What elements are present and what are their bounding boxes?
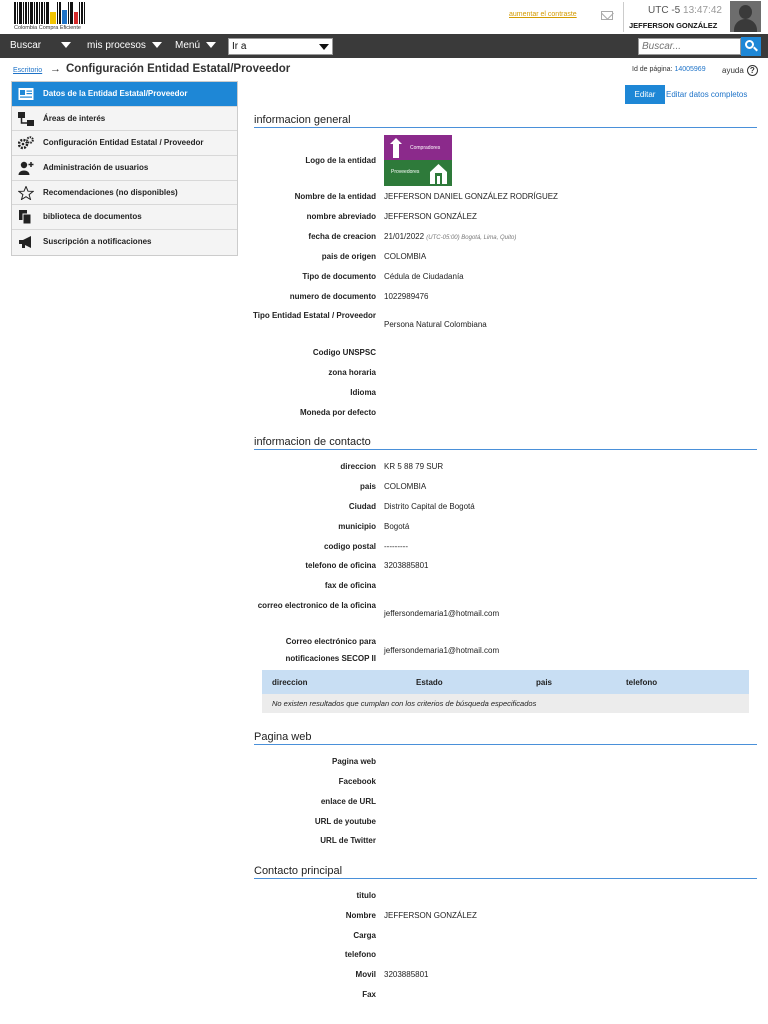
clock: [648, 5, 722, 16]
chevron-down-icon: [206, 42, 216, 48]
sidebar-item-label: Configuración Entidad Estatal / Proveedor: [43, 138, 204, 148]
field-label: correo electronico de la oficina: [257, 601, 376, 610]
sidebar-item-label: Suscripción a notificaciones: [43, 237, 152, 247]
search-icon-handle: [753, 47, 758, 52]
mail-icon[interactable]: [601, 11, 613, 20]
field-label: Facebook: [338, 777, 376, 786]
section-title-contact: informacion de contacto: [254, 436, 757, 450]
supplier-icon: [430, 164, 447, 184]
increase-contrast-link[interactable]: aumentar el contraste: [509, 11, 577, 18]
field-label: pais: [359, 482, 376, 491]
sidebar-item-areas-interes[interactable]: [12, 107, 237, 132]
clock-time: 13:47:42: [683, 5, 722, 16]
sidebar-item-label: biblioteca de documentos: [43, 212, 142, 222]
field-value: COLOMBIA: [384, 252, 427, 261]
star-icon: [18, 186, 34, 200]
field-label: URL de youtube: [314, 817, 376, 826]
field-label: Correo electrónico para notificaciones SECOP II: [285, 637, 376, 663]
user-icon: [739, 5, 752, 19]
field-value: Persona Natural Colombiana: [384, 320, 487, 329]
sidebar-item-label: Áreas de interés: [43, 113, 106, 123]
sidebar-item-label: Datos de la Entidad Estatal/Proveedor: [43, 89, 188, 98]
goto-select-value: Ir a: [232, 41, 247, 52]
avatar[interactable]: [730, 1, 761, 32]
documents-icon: [18, 210, 34, 224]
chevron-down-icon: [319, 44, 329, 50]
logo-text-proveedores: Proveedores: [391, 169, 420, 175]
sidebar-item-label: Administración de usuarios: [43, 163, 149, 173]
field-label: direccion: [340, 462, 376, 471]
timezone-note: (UTC-05:00) Bogotá, Lima, Quito): [426, 235, 517, 241]
timezone-label: UTC -5: [648, 5, 681, 16]
field-value: 3203885801: [384, 970, 429, 979]
edit-button[interactable]: Editar: [625, 85, 665, 104]
field-label: fax de oficina: [324, 581, 376, 590]
field-value: Bogotá: [384, 522, 410, 531]
megaphone-icon: [18, 235, 34, 249]
nav-menu-label: Menú: [175, 40, 201, 51]
field-value: COLOMBIA: [384, 482, 427, 491]
help-icon: ?: [747, 65, 758, 76]
sidebar-item-configuracion[interactable]: [12, 131, 237, 156]
column-header[interactable]: telefono: [626, 678, 658, 687]
divider: [623, 2, 624, 32]
barcode-icon: [14, 2, 100, 24]
field-label: Idioma: [350, 388, 376, 397]
goto-select[interactable]: [228, 38, 333, 55]
search-input[interactable]: [638, 38, 741, 55]
addresses-table-header: [262, 670, 749, 694]
field-label: Nombre de la entidad: [294, 192, 376, 201]
field-label: municipio: [338, 522, 376, 531]
column-header[interactable]: Estado: [416, 678, 443, 687]
field-label: Carga: [353, 931, 376, 940]
user-icon-body: [734, 19, 757, 32]
field-value: Cédula de Ciudadanía: [384, 272, 464, 281]
field-label: Codigo UNSPSC: [312, 348, 376, 357]
nav-mis-procesos-label: mis procesos: [87, 40, 146, 51]
field-value: jeffersondemaria1@hotmail.com: [384, 646, 500, 655]
chevron-down-icon: [61, 42, 71, 48]
edit-full-data-link[interactable]: Editar datos completos: [666, 90, 748, 99]
sidebar-item-biblioteca[interactable]: [12, 205, 237, 230]
field-value: 3203885801: [384, 561, 429, 570]
page-id-value[interactable]: 14005969: [674, 66, 706, 73]
field-label: Logo de la entidad: [305, 156, 376, 165]
field-value: JEFFERSON GONZÁLEZ: [384, 911, 477, 920]
brand-logo[interactable]: [14, 2, 100, 32]
entity-logo: [384, 135, 452, 186]
help-label: ayuda: [722, 66, 744, 75]
field-label: nombre abreviado: [306, 212, 376, 221]
field-value: Distrito Capital de Bogotá: [384, 502, 475, 511]
nav-buscar-label: Buscar: [10, 40, 42, 51]
empty-results-message: No existen resultados que cumplan con los criterios de búsqueda especificados: [262, 694, 749, 713]
sidebar: [11, 81, 238, 256]
field-label: telefono: [344, 950, 376, 959]
field-label: Tipo Entidad Estatal / Proveedor: [253, 311, 376, 320]
id-card-icon: [18, 87, 34, 101]
date-value: 21/01/2022: [384, 232, 425, 241]
field-label: pais de origen: [321, 252, 376, 261]
field-label: Moneda por defecto: [299, 408, 376, 417]
breadcrumb-home[interactable]: Escritorio: [13, 67, 43, 74]
field-value: 1022989476: [384, 292, 429, 301]
sidebar-item-datos-entidad[interactable]: [12, 82, 237, 107]
buyer-icon: [390, 138, 402, 158]
field-label: Nombre: [345, 911, 376, 920]
chevron-down-icon: [152, 42, 162, 48]
field-label: Movil: [355, 970, 376, 979]
page-id: [632, 66, 706, 73]
logo-text: Colombia Compra Eficiente: [14, 25, 81, 31]
top-bar: [0, 0, 768, 34]
search-button[interactable]: [741, 37, 761, 56]
column-header[interactable]: direccion: [272, 678, 308, 687]
field-value: [384, 228, 516, 247]
field-label: codigo postal: [324, 542, 376, 551]
field-value: jeffersondemaria1@hotmail.com: [384, 609, 500, 618]
sidebar-item-suscripcion[interactable]: [12, 230, 237, 255]
field-value: KR 5 88 79 SUR: [384, 462, 444, 471]
user-name[interactable]: JEFFERSON GONZÁLEZ: [629, 21, 718, 30]
user-add-icon: [18, 161, 34, 175]
page-id-label: Id de página:: [632, 66, 673, 73]
hierarchy-icon: [18, 112, 34, 126]
field-label: telefono de oficina: [305, 561, 376, 570]
nav-mis-procesos[interactable]: [87, 34, 162, 58]
help-link[interactable]: [722, 65, 758, 76]
logo-text-compradores: Compradores: [410, 145, 441, 151]
section-title-general: informacion general: [254, 114, 757, 128]
field-label: numero de documento: [289, 292, 376, 301]
field-label: fecha de creacion: [308, 232, 376, 241]
page-title: Configuración Entidad Estatal/Proveedor: [66, 63, 291, 75]
sidebar-item-administracion-usuarios[interactable]: [12, 156, 237, 181]
section-title-principal: Contacto principal: [254, 865, 757, 879]
field-label: Ciudad: [348, 502, 376, 511]
nav-buscar[interactable]: [10, 34, 71, 58]
gears-icon: [18, 136, 34, 150]
field-label: titulo: [356, 891, 376, 900]
column-header[interactable]: pais: [536, 678, 553, 687]
sidebar-item-label: Recomendaciones (no disponibles): [43, 187, 178, 197]
field-label: Pagina web: [331, 757, 376, 766]
field-label: enlace de URL: [320, 797, 376, 806]
section-title-web: Pagina web: [254, 731, 757, 745]
nav-menu[interactable]: [175, 34, 216, 58]
field-value: JEFFERSON DANIEL GONZÁLEZ RODRÍGUEZ: [384, 192, 558, 201]
field-value: ---------: [384, 542, 408, 551]
field-label: zona horaria: [328, 368, 376, 377]
field-label: URL de Twitter: [320, 836, 376, 845]
field-label: Fax: [362, 990, 376, 999]
field-label: Tipo de documento: [302, 272, 376, 281]
breadcrumb-arrow: →: [50, 63, 61, 75]
sidebar-item-recomendaciones[interactable]: [12, 181, 237, 206]
field-value: JEFFERSON GONZÁLEZ: [384, 212, 477, 221]
